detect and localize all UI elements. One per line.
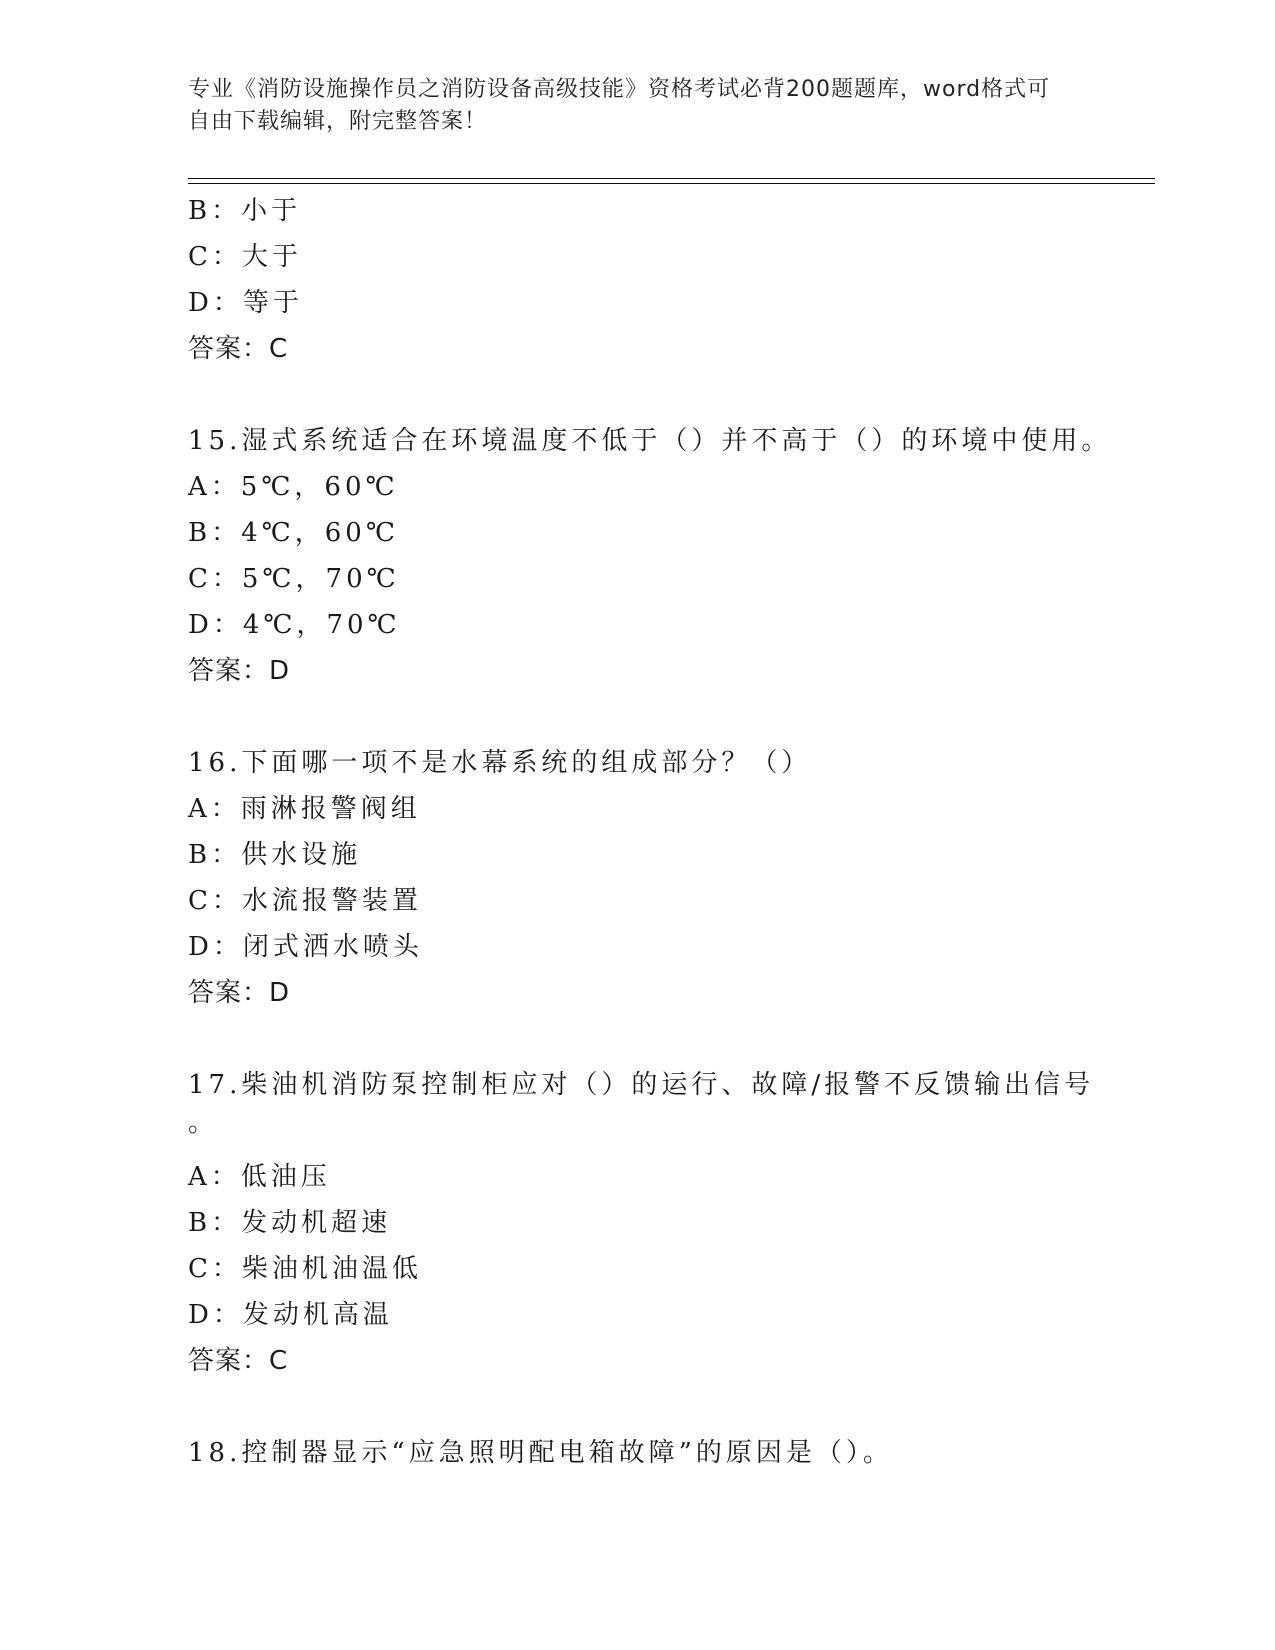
option-c: C：柴油机油温低	[188, 1254, 422, 1284]
answer: 答案：D	[188, 978, 291, 1008]
option-d: D：发动机高温	[188, 1300, 393, 1330]
option-a: A：5℃，60℃	[188, 472, 399, 502]
header-rule-top	[188, 178, 1155, 179]
question-16	[188, 740, 1088, 1016]
question-text: 18.控制器显示“应急照明配电箱故障”的原因是（）。	[188, 1438, 893, 1468]
option-a: A：雨淋报警阀组	[188, 794, 421, 824]
option-b: B：4℃，60℃	[188, 518, 399, 548]
question-18	[188, 1430, 1088, 1476]
spacer	[188, 694, 1088, 740]
option-b: B：小于	[188, 196, 302, 226]
question-15	[188, 418, 1112, 694]
spacer	[188, 1016, 1088, 1062]
option-c: C：水流报警装置	[188, 886, 422, 916]
option-d: D：4℃，70℃	[188, 610, 401, 640]
answer: 答案：D	[188, 656, 291, 686]
spacer	[188, 372, 1088, 418]
question-list	[188, 188, 1112, 1476]
header-rule-bottom	[188, 183, 1155, 184]
option-d: D：等于	[188, 288, 303, 318]
spacer	[188, 1384, 1088, 1430]
option-b: B：供水设施	[188, 840, 362, 870]
question-text: 15.湿式系统适合在环境温度不低于（）并不高于（）的环境中使用。	[188, 426, 1112, 456]
option-b: B：发动机超速	[188, 1208, 392, 1238]
option-d: D：闭式洒水喷头	[188, 932, 423, 962]
document-header: 专业《消防设施操作员之消防设备高级技能》资格考试必背200题题库，word格式可自由下载编辑，附完整答案！	[188, 77, 1051, 134]
option-c: C：大于	[188, 242, 302, 272]
question-text: 16.下面哪一项不是水幕系统的组成部分？（）	[188, 748, 812, 778]
question-text: 17.柴油机消防泵控制柜应对（）的运行、故障/报警不反馈输出信号	[188, 1070, 1095, 1100]
option-c: C：5℃，70℃	[188, 564, 400, 594]
answer: 答案：C	[188, 334, 289, 364]
answer: 答案：C	[188, 1346, 289, 1376]
question-17	[188, 1062, 1095, 1384]
question-text-continued: 。	[188, 1108, 219, 1138]
option-a: A：低油压	[188, 1162, 331, 1192]
question-14-tail	[188, 188, 1088, 372]
